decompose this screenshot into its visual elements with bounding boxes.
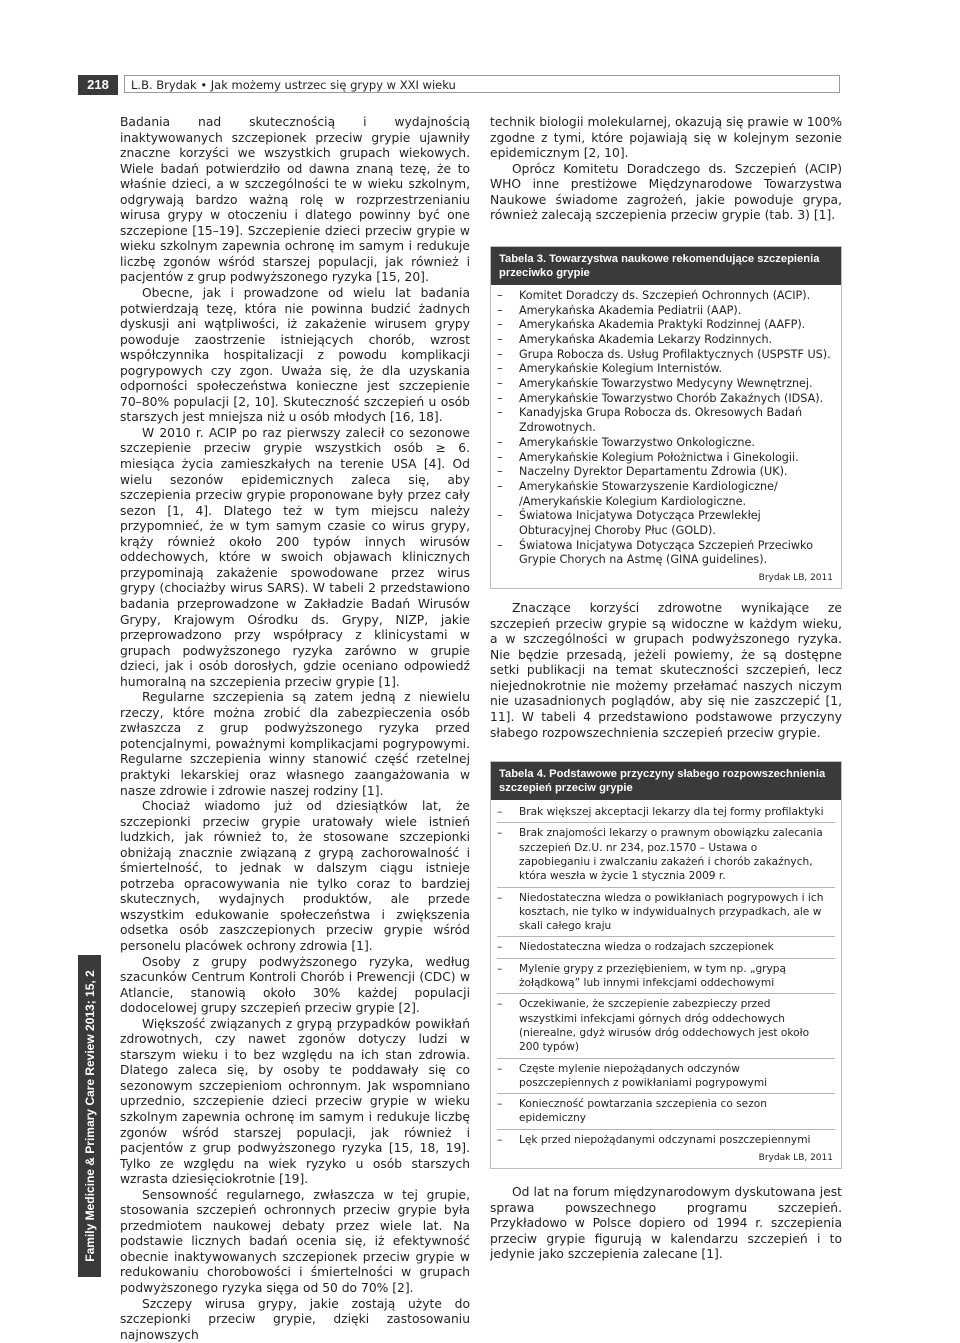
paragraph: Obecne, jak i prowadzone od wielu lat badania potwierdzają tezę, która nie powinna budzić żadnych dyskusji ani wątpliwości, iż zakażenie wirusem grypy powoduje zaostrzenie istniejących chorób, wzrost współczynnika hospitalizacji z powodu komplikacji pogrypowych czy zgon. Uważa się, że dla uzyskania odporności społeczeństwa konieczne jest szczepienie 70–80% populacji [2, 10]. Skuteczność szczepień u osób starszych jest mniejsza niż u osób młodych [16, 18]. [120,286,470,425]
list-item: – Światowa Inicjatywa Dotycząca Przewlekłej Obturacyjnej Choroby Płuc (GOLD). [497,509,835,538]
list-item: – Amerykańska Akademia Pediatrii (AAP). [497,304,835,319]
list-item: – Niedostateczna wiedza o rodzajach szczepionek [497,937,835,958]
list-item: – Amerykańska Akademia Lekarzy Rodzinnych. [497,333,835,348]
left-column [120,115,470,1343]
table-3-credit: Brydak LB, 2011 [758,573,833,584]
list-item: – Oczekiwanie, że szczepienie zabezpieczy przed wszystkimi infekcjami górnych dróg oddechowych (nierealne, gdyż wirusów dróg oddechowych jest około 200 typów) [497,994,835,1058]
table-4-title: Tabela 4. Podstawowe przyczyny słabego rozpowszechnienia szczepień przeciw grypie [491,762,841,800]
list-item: – Amerykańskie Stowarzyszenie Kardiologiczne/ /Amerykańskie Kolegium Kardiologiczne. [497,480,835,509]
journal-side-label [78,955,101,1277]
paragraph: W 2010 r. ACIP po raz pierwszy zalecił co sezonowe szczepienie przeciw grypie wszystkich osób ≥ 6. miesiąca życia zamieszkałych na terenie USA [4]. Od wielu sezonów epidemicznych zaleca się, aby szczepienia przeciw grypie proponowane były przez cały sezon [1, 4]. Dlatego też w tym miejscu należy przypomnieć, że w tym samym czasie co wirus grypy, krąży również około 200 typów innych wirusów oddechowych, które w swoich objawach klinicznych przypominają zakażenie spowodowane przez wirus grypy (chociażby wirus SARS). W tabeli 2 przedstawiono badania przeprowadzone w Zakładzie Badań Wirusów Grypy, Krajowym Ośrodku ds. Grypy, NIZP, jakie przeprowadzono przy współpracy z klinicystami w grupach podwyższonego ryzyka zarówno w grupie dzieci, jak i osób dorosłych, gdzie oceniano odpowiedź humoralną na szczepienia przeciw grypie [1]. [120,425,470,689]
list-item: – Amerykańskie Towarzystwo Chorób Zakaźnych (IDSA). [497,392,835,407]
list-item: – Amerykańskie Towarzystwo Medycyny Wewnętrznej. [497,377,835,392]
list-item: – Brak znajomości lekarzy o prawnym obowiązku zalecania szczepień Dz.U. nr 234, poz.1570 – Ustawa o zapobieganiu i zwalczaniu zakażeń i chorób zakaźnych, która weszła w życie 1 stycznia 2009 r. [497,823,835,887]
paragraph: Oprócz Komitetu Doradczego ds. Szczepień (ACIP) WHO inne prestiżowe Międzynarodowe Towarzystwa Naukowe świadome zagrożeń, jakie powoduje grypa, również zalecają szczepienia przeciw grypie (tab. 3) [1]. [490,161,842,223]
list-item: – Konieczność powtarzania szczepienia co sezon epidemiczny [497,1094,835,1130]
paragraph: Badania nad skutecznością i wydajnością inaktywowanych szczepionek przeciw grypie ujawniły znaczne korzyści we wszystkich grupach wiekowych. Wiele badań potwierdziło od dawna znaną tezę, że to właśnie dzieci, a w szczególności te w wieku szkolnym, odgrywają bardzo ważną rolę w rozprzestrzenianiu wirusa grypy w otoczeniu i dlatego powinny być one szczepione [15–19]. Szczepienie dzieci przeciw grypie w wieku szkolnym zapewnia ochronę im samym i redukuje liczbę zgonów wśród starszej populacji, jak również i pacjentów z grup podwyższonego ryzyka [15, 20]. [120,115,470,285]
paragraph: Od lat na forum międzynarodowym dyskutowana jest sprawa powszechnego programu szczepień. Przykładowo w Polsce dopiero od 1994 r. szczepienia przeciw grypie figurują w kalendarzu szczepień i to jedynie jako szczepienia zalecane [1]. [490,1185,842,1262]
paragraph: Regularne szczepienia są zatem jedną z niewielu rzeczy, które można zrobić dla zabezpieczenia osób zwłaszcza z grup podwyższonego ryzyka przed potencjalnymi, poważnymi komplikacjami pogrypowymi. Regularne szczepienia winny stanowić część rzetelnej praktyki lekarskiej oraz własnego zaangażowania w nasze zdrowie i zdrowie naszej rodziny [1]. [120,690,470,798]
list-item: – Amerykańskie Towarzystwo Onkologiczne. [497,436,835,451]
list-item: – Mylenie grypy z przeziębieniem, w tym np. „grypą żołądkową” lub innymi infekcjami oddechowymi [497,959,835,995]
list-item: – Kanadyjska Grupa Robocza ds. Okresowych Badań Zdrowotnych. [497,406,835,435]
list-item: – Lęk przed niepożądanymi odczynami poszczepiennymi [497,1130,835,1150]
list-item: – Światowa Inicjatywa Dotycząca Szczepień Przeciwko Grypie Chorych na Astmę (GINA guidelines). [497,539,835,568]
list-item: – Grupa Robocza ds. Usług Profilaktycznych (USPSTF US). [497,348,835,363]
paragraph: Szczepy wirusa grypy, jakie zostają użyte do szczepionki przeciw grypie, dzięki zastosowaniu najnowszych [120,1296,470,1342]
paragraph: Znaczące korzyści zdrowotne wynikające ze szczepień przeciw grypie są widoczne w każdym wieku, a w szczególności w grupach podwyższonego ryzyka. Nie będzie przesadą, jeżeli powiemy, że są dostępne setki publikacji na temat skuteczności szczepień, lecz niejednokrotnie nie możemy przełamać naszych niczym nie uzasadnionych poglądów, aby się nie zaszczepić [1, 11]. W tabeli 4 przedstawiono podstawowe przyczyny słabego rozpowszechnienia szczepień przeciw grypie. [490,601,842,740]
list-item: – Niedostateczna wiedza o powikłaniach pogrypowych i ich kosztach, nie tylko w indywidualnych przypadkach, ale w skali całego kraju [497,888,835,938]
list-item: – Amerykańskie Kolegium Położnictwa i Ginekologii. [497,451,835,466]
list-item: – Amerykańska Akademia Praktyki Rodzinnej (AAFP). [497,318,835,333]
page-number: 218 [78,75,118,95]
paragraph: Chociaż wiadomo już od dziesiątków lat, że szczepionki przeciw grypie uratowały wiele istnień ludzkich, jak również to, że stosowane szczepionki obniżają znacznie związaną z grypą zachorowalność i śmiertelność, to jednak w dalszym ciągu istnieje potrzeba opracowywania nie tylko coraz to bardziej skutecznych, wydajnych produktów, ale przede wszystkim edukowanie społeczeństwa i zwiększenia odsetka osób zaszczepionych przeciw grypie wśród personelu placówek ochrony zdrowia [1]. [120,799,470,953]
table-3-list [491,285,841,570]
table-4-credit: Brydak LB, 2011 [758,1153,833,1164]
paragraph: technik biologii molekularnej, okazują się prawie w 100% zgodne z tymi, które pojawiają się w kolejnym sezonie epidemicznym [2, 10]. [490,115,842,161]
right-column [490,115,842,1263]
table-3 [490,246,842,589]
list-item: – Częste mylenie niepożądanych odczynów poszczepiennych z powikłaniami pogrypowymi [497,1059,835,1095]
table-3-title: Tabela 3. Towarzystwa naukowe rekomendujące szczepienia przeciwko grypie [491,247,841,285]
list-item: – Brak większej akceptacji lekarzy dla tej formy profilaktyki [497,802,835,823]
paragraph: Sensowność regularnego, zwłaszcza w tej grupie, stosowania szczepień ochronnych przeciw grypie była przedmiotem naukowej debaty przez wiele lat. Na podstawie licznych badań ocenia się, iż efektywność obecnie inaktywowanych szczepionek przeciw grypie w redukowaniu chorobowości i śmiertelności w grupach podwyższonego ryzyka sięga od 50 do 70% [2]. [120,1187,470,1296]
journal-side-label-text: Family Medicine & Primary Care Review 2013; 15, 2 [82,970,97,1262]
table-4 [490,761,842,1169]
paragraph: Osoby z grupy podwyższonego ryzyka, według szacunków Centrum Kontroli Chorób i Prewencji (CDC) w Atlancie, stanowią około 30% każdej populacji dodocelowej grupy szczepień przeciw grypie [2]. [120,954,470,1016]
paragraph: Większość związanych z grypą przypadków powikłań zdrowotnych, czy nawet zgonów dotyczy ludzi w starszym wieku i to bez względu na ich stan zdrowia. Dlatego zaleca się, by osoby te poddawały się co sezonowym szczepieniom ochronnym. Jak wspomniano uprzednio, szczepienie dzieci przeciw grypie w wieku szkolnym zapewnia ochronę im samym i redukuje liczbę zgonów wśród starszej populacji, jak również i pacjentów z grup podwyższonego ryzyka [15, 18, 19]. Tylko ze względu na wiek ryzyko u osób starszych wzrasta dziesięciokrotnie [19]. [120,1016,470,1187]
list-item: – Amerykańskie Kolegium Internistów. [497,362,835,377]
table-4-list [491,800,841,1150]
running-head: L.B. Brydak • Jak możemy ustrzec się grypy w XXI wieku [124,75,840,93]
list-item: – Komitet Doradczy ds. Szczepień Ochronnych (ACIP). [497,289,835,304]
list-item: – Naczelny Dyrektor Departamentu Zdrowia (UK). [497,465,835,480]
